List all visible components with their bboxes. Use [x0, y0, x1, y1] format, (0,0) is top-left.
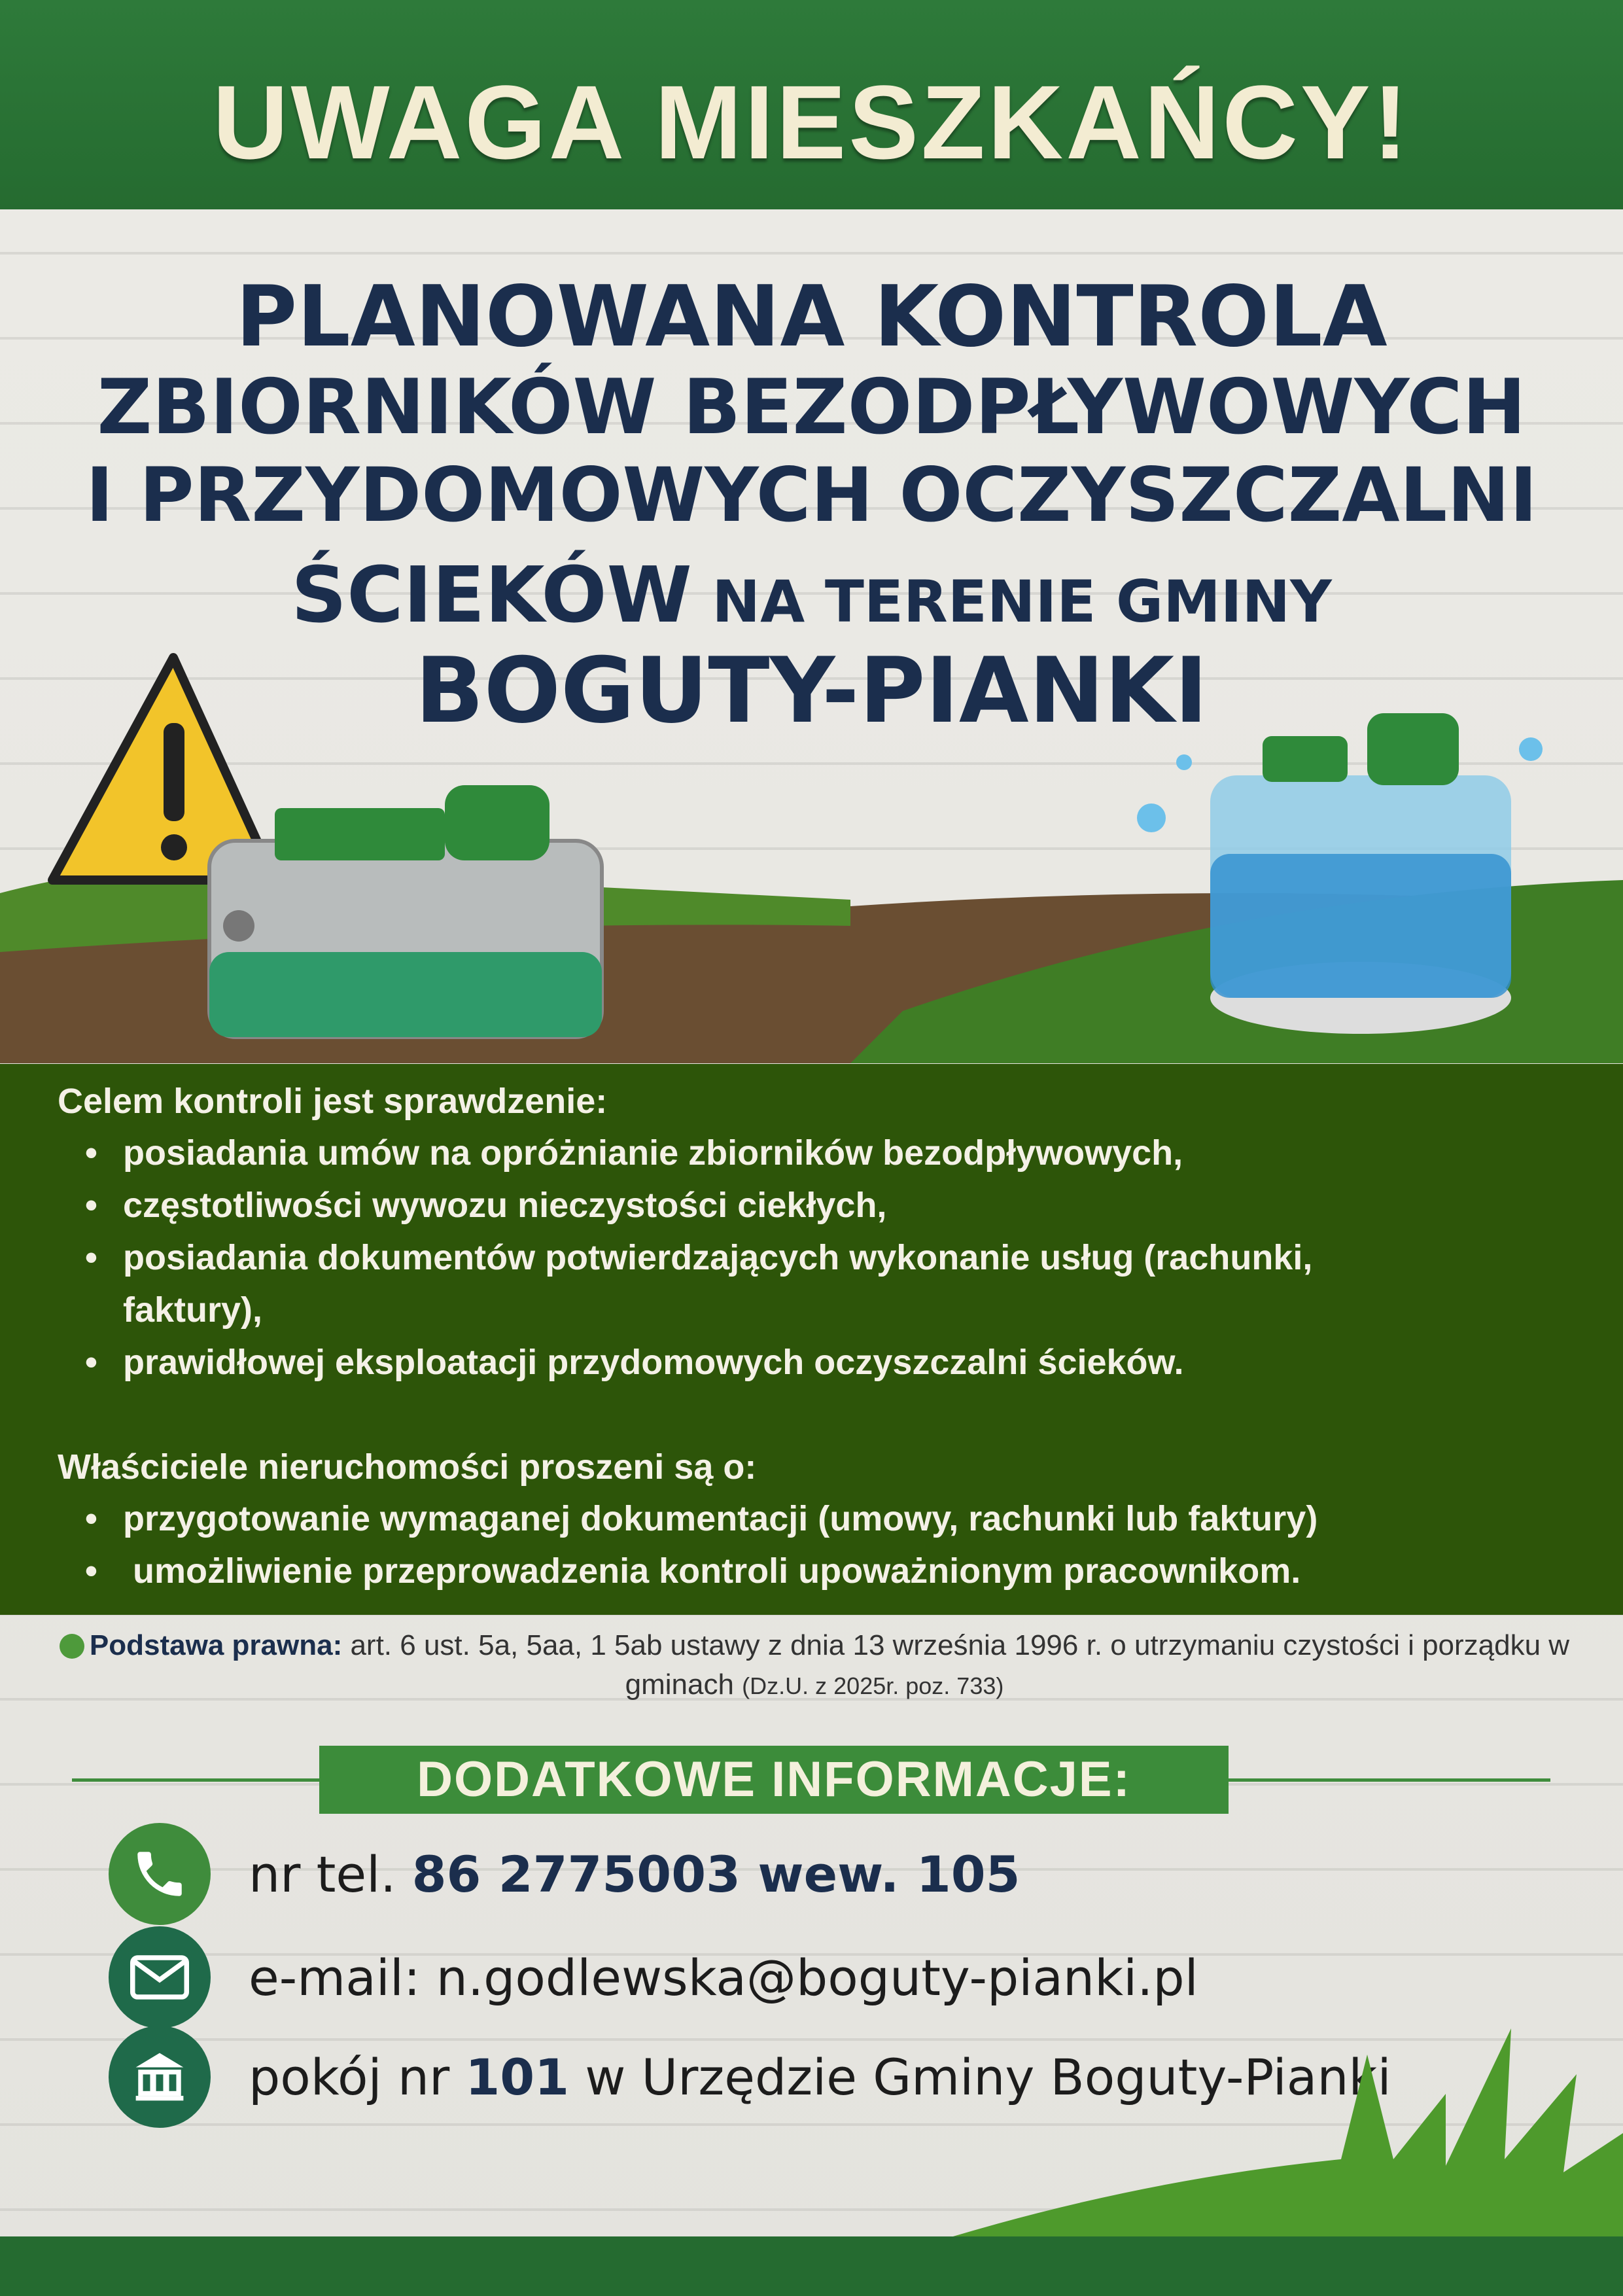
phone-number[interactable]: 86 2775003 wew. 105 — [411, 1845, 1021, 1903]
list-item: • umożliwienie przeprowadzenia kontroli upoważnionym pracownikom. — [85, 1545, 1510, 1597]
tanks-illustration — [0, 645, 1623, 1063]
headline-bold-word: ŚCIEKÓW — [291, 550, 692, 640]
contact-phone — [109, 1822, 1021, 1926]
legal-basis — [52, 1626, 1577, 1706]
legal-label: Podstawa prawna: — [89, 1629, 343, 1661]
legal-text: art. 6 ust. 5a, 5aa, 1 5ab ustawy z dnia 13 września 1996 r. o utrzymaniu czystości i porządku w gminach — [342, 1629, 1570, 1701]
municipality-name: BOGUTY-PIANKI — [415, 638, 1208, 743]
building-icon — [109, 2026, 211, 2128]
purpose-heading: Celem kontroli jest sprawdzenie: — [58, 1082, 608, 1121]
bottom-banner — [0, 2236, 1623, 2296]
headline-line-2: ZBIORNIKÓW BEZODPŁYWOWYCH — [97, 363, 1526, 451]
email-label: e-mail: — [249, 1948, 436, 2007]
room-number: 101 — [465, 2047, 570, 2106]
grass-decoration — [949, 2015, 1623, 2238]
headline-line-1: PLANOWANA KONTROLA — [236, 268, 1387, 366]
list-item: • częstotliwości wywozu nieczystości ciekłych, — [85, 1179, 1510, 1231]
owners-heading: Właściciele nieruchomości proszeni są o: — [58, 1447, 757, 1487]
phone-label: nr tel. — [249, 1845, 412, 1903]
inspection-info-box — [0, 1064, 1623, 1615]
additional-info-heading: DODATKOWE INFORMACJE: — [319, 1746, 1229, 1814]
list-item: • posiadania dokumentów potwierdzających wykonanie usług (rachunki, faktury), — [85, 1231, 1431, 1336]
owners-list — [85, 1492, 1510, 1597]
envelope-icon — [109, 1926, 211, 2028]
headline-line-4 — [0, 550, 1623, 640]
septic-tank-icon — [209, 785, 602, 1037]
list-item: • przygotowanie wymaganej dokumentacji (umowy, rachunki lub faktury) — [85, 1492, 1510, 1545]
headline-sub: NA TERENIE GMINY — [691, 568, 1332, 635]
list-item: • posiadania umów na opróżnianie zbiorników bezodpływowych, — [85, 1127, 1510, 1179]
contact-email — [109, 1925, 1198, 2030]
purpose-list — [85, 1127, 1510, 1388]
room-suffix: w Urzędzie Gminy Boguty-Pianki — [569, 2047, 1391, 2106]
bullet-dot-icon — [60, 1634, 84, 1659]
room-prefix: pokój nr — [249, 2047, 466, 2106]
legal-reference: (Dz.U. z 2025r. poz. 733) — [742, 1672, 1004, 1699]
headline-line-3: I PRZYDOMOWYCH OCZYSZCZALNI — [85, 451, 1538, 539]
page-title: UWAGA MIESZKAŃCY! — [213, 63, 1410, 181]
email-address[interactable]: n.godlewska@boguty-pianki.pl — [436, 1948, 1198, 2007]
phone-icon — [109, 1823, 211, 1925]
list-item: • prawidłowej eksploatacji przydomowych oczyszczalni ścieków. — [85, 1336, 1510, 1388]
